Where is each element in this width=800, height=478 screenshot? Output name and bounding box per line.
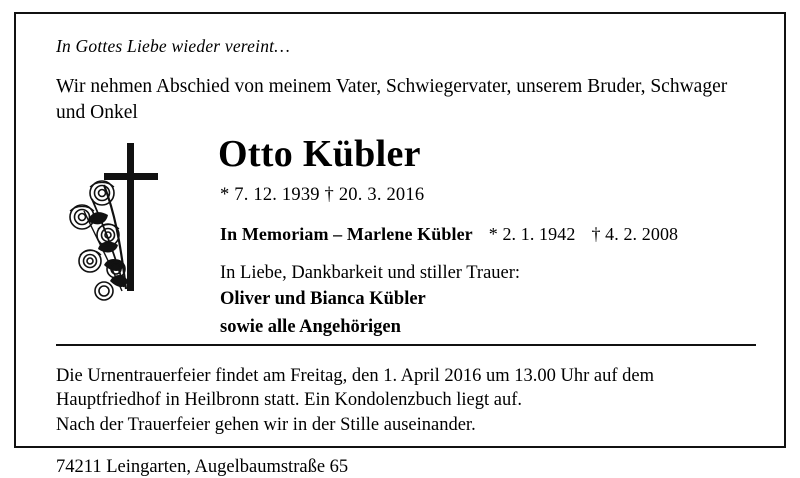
ceremony-details	[56, 364, 746, 438]
obituary-border	[14, 12, 786, 478]
ceremony-line-3: Nach der Trauerfeier gehen wir in der Stille auseinander.	[56, 414, 476, 435]
ceremony-line-1: Die Urnentrauerfeier findet am Freitag, den 1. April 2016 um 13.00 Uhr auf dem	[56, 365, 654, 386]
address-line: 74211 Leingarten, Augelbaumstraße 65	[56, 457, 349, 478]
family-line-2: sowie alle Angehörigen	[220, 317, 401, 338]
deceased-name: Otto Kübler	[218, 133, 421, 176]
love-line: In Liebe, Dankbarkeit und stiller Trauer:	[220, 263, 521, 284]
deceased-dates: * 7. 12. 1939 † 20. 3. 2016	[220, 185, 425, 206]
family-line-1: Oliver und Bianca Kübler	[220, 289, 426, 310]
memoriam-line	[220, 224, 756, 245]
section-divider	[56, 344, 756, 346]
main-block	[56, 135, 756, 339]
memoriam-label: In Memoriam – Marlene Kübler	[220, 224, 473, 245]
obituary-content	[56, 32, 756, 478]
epitaph-line: In Gottes Liebe wieder vereint…	[56, 36, 290, 56]
deceased-details	[218, 135, 756, 339]
memoriam-death-date: † 4. 2. 2008	[591, 224, 679, 245]
intro-text: Wir nehmen Abschied von meinem Vater, Schwiegervater, unserem Bruder, Schwager und Onkel	[56, 76, 728, 123]
memoriam-birth-date: * 2. 1. 1942	[488, 224, 576, 245]
ceremony-line-2: Hauptfriedhof in Heilbronn statt. Ein Kondolenzbuch liegt auf.	[56, 390, 522, 411]
cross-with-roses-icon	[68, 141, 198, 321]
